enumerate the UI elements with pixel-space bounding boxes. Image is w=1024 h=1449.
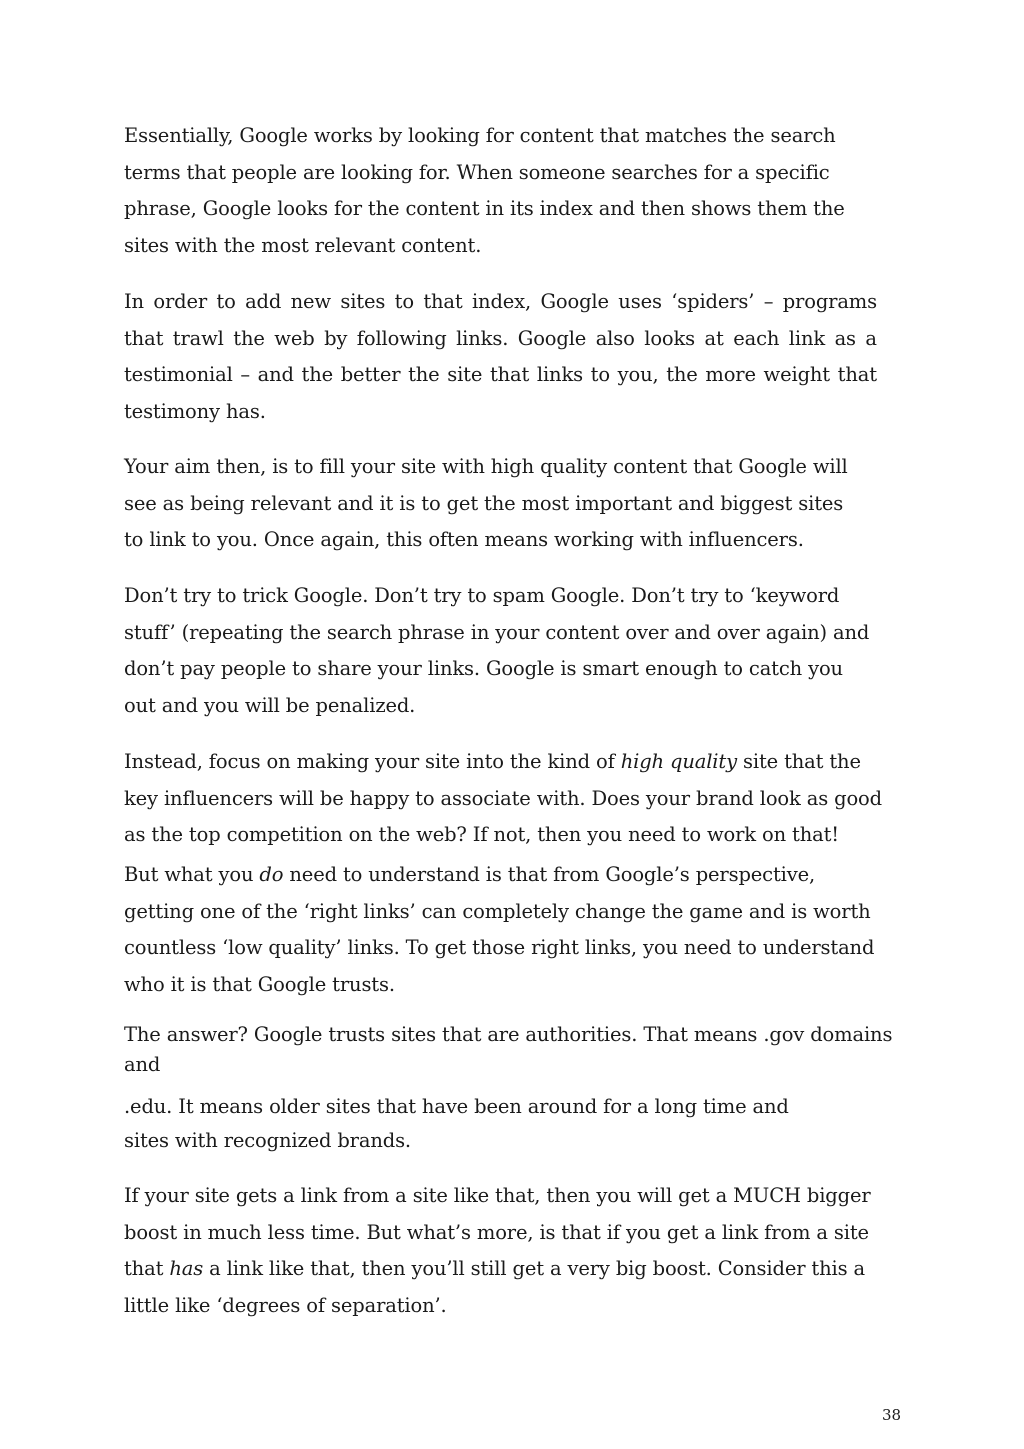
text-line: terms that people are looking for. When someone searches for a specific bbox=[124, 160, 830, 184]
word: that bbox=[124, 326, 164, 350]
paragraph-high-quality bbox=[124, 744, 882, 854]
word: and bbox=[257, 363, 294, 386]
word: the bbox=[233, 326, 265, 350]
word: ‘spiders’ bbox=[671, 290, 755, 313]
text-line: getting one of the ‘right links’ can completely change the game and is worth bbox=[124, 899, 871, 923]
word: following bbox=[356, 326, 447, 350]
text-line: out and you will be penalized. bbox=[124, 693, 416, 717]
word: the bbox=[301, 363, 334, 386]
word: uses bbox=[618, 290, 662, 313]
word: to bbox=[590, 363, 610, 386]
word: by bbox=[324, 326, 348, 350]
text-line bbox=[124, 857, 874, 894]
word: weight bbox=[763, 363, 830, 386]
word: link bbox=[788, 326, 826, 350]
word: looks bbox=[644, 326, 696, 350]
text-line: If your site gets a link from a site like that, then you will get a MUCH bigger bbox=[124, 1184, 871, 1207]
text-line: and bbox=[124, 1053, 161, 1076]
word: that bbox=[489, 363, 530, 386]
word: – bbox=[240, 363, 250, 386]
text-run: that bbox=[124, 1257, 170, 1280]
word: testimonial bbox=[124, 363, 233, 386]
word: sites bbox=[340, 290, 386, 313]
word: to bbox=[216, 290, 236, 313]
paragraph-spiders bbox=[124, 284, 877, 430]
paragraph-dont-trick-google bbox=[124, 578, 869, 724]
text-line: stuff’ (repeating the search phrase in your content over and over again) and bbox=[124, 620, 870, 644]
word: index, bbox=[471, 290, 532, 313]
word: new bbox=[290, 290, 331, 313]
word: at bbox=[704, 326, 724, 350]
text-line: sites with the most relevant content. bbox=[124, 233, 482, 257]
paragraph-edu-domains bbox=[124, 1090, 789, 1158]
text-line: boost in much less time. But what’s more, is that if you get a link from a site bbox=[124, 1220, 869, 1244]
text-line: as the top competition on the web? If not, then you need to work on that! bbox=[124, 823, 839, 846]
word: links bbox=[536, 363, 583, 386]
emphasis-text: do bbox=[259, 863, 284, 886]
text-line: sites with recognized brands. bbox=[124, 1129, 411, 1152]
text-run: site that the bbox=[736, 750, 861, 773]
word: better bbox=[340, 363, 401, 386]
word: Google bbox=[540, 290, 609, 313]
text-run: a link like that, then you’ll still get a very big boost. Consider this a bbox=[203, 1257, 865, 1280]
word: each bbox=[733, 326, 780, 350]
word: links. bbox=[456, 326, 509, 350]
text-line: .edu. It means older sites that have been around for a long time and bbox=[124, 1095, 789, 1118]
text-line bbox=[124, 744, 882, 781]
word: In bbox=[124, 290, 144, 313]
word: that bbox=[423, 290, 463, 313]
text-line bbox=[124, 357, 877, 394]
text-line: phrase, Google looks for the content in its index and then shows them the bbox=[124, 197, 845, 220]
word: the bbox=[408, 363, 440, 386]
page-number: 38 bbox=[882, 1406, 902, 1424]
paragraph-your-aim bbox=[124, 449, 848, 559]
text-run: need to understand is that from Google’s perspective, bbox=[283, 863, 816, 886]
text-line: don’t pay people to share your links. Google is smart enough to catch you bbox=[124, 657, 843, 680]
word: – bbox=[763, 290, 774, 313]
text-line: Your aim then, is to fill your site with high quality content that Google will bbox=[124, 455, 848, 478]
emphasis-text: high quality bbox=[620, 750, 737, 773]
text-line: key influencers will be happy to associate with. Does your brand look as good bbox=[124, 786, 882, 810]
paragraph-authorities bbox=[124, 1020, 892, 1080]
text-line bbox=[124, 1251, 871, 1288]
text-line: countless ‘low quality’ links. To get those right links, you need to understand bbox=[124, 936, 875, 959]
word: more bbox=[705, 363, 756, 386]
word: add bbox=[245, 290, 282, 313]
text-run: But what you bbox=[124, 863, 260, 886]
text-line: who it is that Google trusts. bbox=[124, 972, 395, 996]
text-line: testimony has. bbox=[124, 399, 266, 423]
paragraph-degrees-of-separation bbox=[124, 1178, 871, 1324]
word: a bbox=[865, 326, 877, 350]
word: to bbox=[394, 290, 414, 313]
word: site bbox=[447, 363, 483, 386]
word: trawl bbox=[172, 326, 224, 350]
text-line: to link to you. Once again, this often means working with influencers. bbox=[124, 528, 804, 551]
text-line: Don’t try to trick Google. Don’t try to spam Google. Don’t try to ‘keyword bbox=[124, 584, 840, 607]
word: order bbox=[153, 290, 208, 313]
word: that bbox=[837, 363, 877, 386]
word: programs bbox=[782, 290, 877, 313]
text-line: The answer? Google trusts sites that are authorities. That means .gov domains bbox=[124, 1023, 893, 1046]
paragraph-google-search-basics bbox=[124, 118, 845, 264]
word: you, bbox=[617, 363, 659, 386]
word: web bbox=[274, 326, 315, 350]
word: also bbox=[595, 326, 635, 350]
text-line bbox=[124, 284, 877, 321]
emphasis-text: has bbox=[169, 1257, 204, 1280]
paragraph-right-links bbox=[124, 857, 874, 1003]
text-line: see as being relevant and it is to get the most important and biggest sites bbox=[124, 491, 844, 515]
word: Google bbox=[517, 326, 587, 350]
word: as bbox=[834, 326, 856, 350]
text-run: Instead, focus on making your site into the kind of bbox=[124, 750, 621, 773]
text-line: little like ‘degrees of separation’. bbox=[124, 1293, 447, 1317]
text-line bbox=[124, 321, 877, 358]
word: the bbox=[666, 363, 698, 386]
text-line: Essentially, Google works by looking for content that matches the search bbox=[124, 124, 836, 147]
